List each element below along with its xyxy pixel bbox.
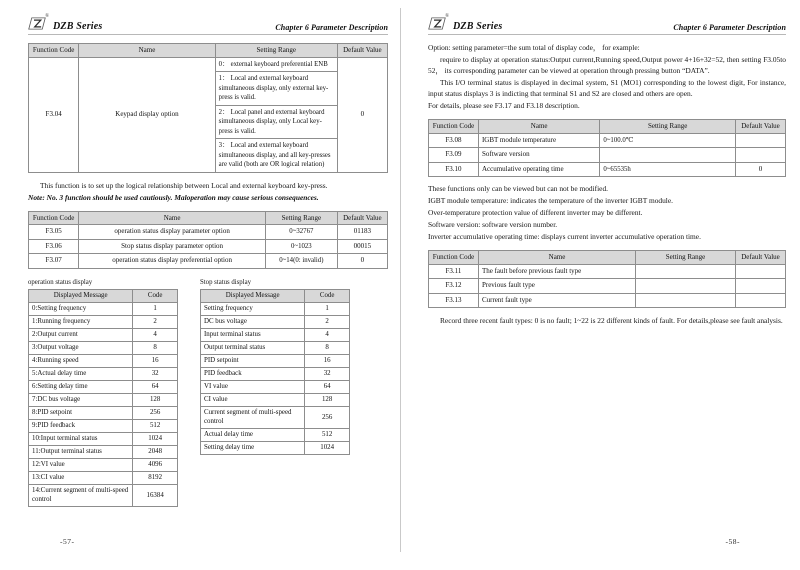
brand-block-right — [428, 14, 503, 32]
header-function-code: Function Code — [29, 44, 79, 58]
cell-name: Current fault type — [478, 293, 635, 308]
cell-code: 1024 — [305, 441, 350, 454]
header-code: Code — [305, 289, 350, 302]
cell-name: operation status display preferential option — [79, 254, 266, 269]
table-f305-block — [28, 211, 388, 269]
header-name: Name — [79, 211, 266, 225]
registered-mark: ® — [445, 14, 449, 19]
cell-message: 6:Setting delay time — [29, 380, 133, 393]
table-header-row — [429, 120, 786, 134]
cell-message: 13:CI value — [29, 471, 133, 484]
cell-message: Output terminal status — [201, 341, 305, 354]
table-row — [429, 133, 786, 148]
cell-setting-range: 0~65535h — [600, 162, 736, 177]
table-row — [429, 279, 786, 294]
table-row — [429, 148, 786, 163]
cell-message: 4:Running speed — [29, 354, 133, 367]
header-displayed-message: Displayed Message — [201, 289, 305, 302]
cell-code: 4096 — [133, 458, 178, 471]
cell-code: 4 — [133, 328, 178, 341]
cell-setting-range — [636, 279, 736, 294]
header-name: Name — [478, 251, 635, 265]
cell-code: 8192 — [133, 471, 178, 484]
cell-name: The fault before previous fault type — [478, 264, 635, 279]
intro-text-block — [428, 42, 786, 111]
cell-setting-range: 0~14(0: invalid) — [265, 254, 337, 269]
table-f308-block — [428, 119, 786, 177]
dzb-logo — [428, 14, 449, 32]
cell-message: 7:DC bus voltage — [29, 393, 133, 406]
stop-status-column — [200, 279, 350, 507]
cell-code: 2 — [305, 315, 350, 328]
cell-default-value — [736, 148, 786, 163]
table-f311-block — [428, 250, 786, 308]
logo-z-mark-icon — [28, 17, 46, 30]
dzb-logo — [28, 14, 49, 32]
cell-setting-range-option-0: 0： external keyboard preferential ENB — [215, 57, 337, 72]
cell-code: 16384 — [133, 484, 178, 506]
cell-message: 2:Output current — [29, 328, 133, 341]
table-row — [201, 441, 350, 454]
cell-default-value — [736, 264, 786, 279]
cell-message: 1:Running frequency — [29, 315, 133, 328]
page-58 — [400, 0, 800, 570]
cell-setting-range — [600, 148, 736, 163]
cell-function-code: F3.06 — [29, 239, 79, 254]
cell-code: 32 — [305, 367, 350, 380]
table-row — [29, 239, 388, 254]
cell-function-code: F3.13 — [429, 293, 479, 308]
operation-status-caption: operation status display — [28, 278, 93, 286]
cell-message: 5:Actual delay time — [29, 367, 133, 380]
page-number-right: -58- — [725, 537, 740, 546]
header-name: Name — [79, 44, 215, 58]
table-row — [29, 432, 178, 445]
cell-function-code: F3.10 — [429, 162, 479, 177]
header-function-code: Function Code — [29, 211, 79, 225]
operation-status-column — [28, 279, 178, 507]
note-line-4: Software version: software version number. — [428, 220, 558, 229]
table-row — [201, 302, 350, 315]
cell-code: 128 — [133, 393, 178, 406]
table-row — [201, 406, 350, 428]
table-row — [201, 428, 350, 441]
header-default-value: Default Value — [736, 120, 786, 134]
header-function-code: Function Code — [429, 251, 479, 265]
header-code: Code — [133, 289, 178, 302]
cell-name: Software version — [478, 148, 599, 163]
note-bold-warning: Note: No. 3 function should be used cautiously. Maloperation may cause serious consequences. — [28, 192, 319, 202]
table-row — [429, 293, 786, 308]
intro-line-4: For details, please see F3.17 and F3.18 description. — [428, 101, 580, 110]
brand-name-left: DZB Series — [53, 21, 103, 32]
cell-code: 128 — [305, 393, 350, 406]
table-row — [29, 315, 178, 328]
note-line-2: IGBT module temperature: indicates the temperature of the inverter IGBT module. — [428, 196, 673, 205]
cell-name: operation status display parameter option — [79, 225, 266, 240]
table-row — [29, 328, 178, 341]
header-name: Name — [478, 120, 599, 134]
intro-line-1: Option: setting parameter=the sum total of display code， for example: — [428, 43, 640, 52]
cell-default-value: 0 — [337, 254, 387, 269]
running-head-left — [28, 10, 388, 35]
table-f308 — [428, 119, 786, 177]
cell-setting-range — [636, 293, 736, 308]
table-row — [29, 393, 178, 406]
cell-default-value: 0 — [736, 162, 786, 177]
cell-setting-range-option-2: 2： Local panel and external keyboard simultaneous display, only Local key-press is valid. — [215, 105, 337, 139]
table-row — [29, 484, 178, 506]
table-row — [201, 393, 350, 406]
table-row — [29, 354, 178, 367]
running-head-right — [428, 10, 786, 35]
header-displayed-message: Displayed Message — [29, 289, 133, 302]
cell-setting-range: 0~32767 — [265, 225, 337, 240]
cell-message: Setting delay time — [201, 441, 305, 454]
table-row — [29, 380, 178, 393]
cell-message: 0:Setting frequency — [29, 302, 133, 315]
cell-name: Accumulative operating time — [478, 162, 599, 177]
cell-function-code: F3.12 — [429, 279, 479, 294]
table-stop-status — [200, 289, 350, 455]
note-block-f304 — [28, 180, 388, 203]
cell-name: Keypad display option — [79, 57, 215, 172]
cell-code: 8 — [133, 341, 178, 354]
closing-paragraph: Record three recent fault types: 0 is no fault; 1~22 is 22 different kinds of fault. For details,please see fault analysis. — [440, 316, 783, 325]
table-row — [201, 315, 350, 328]
cell-message: 12:VI value — [29, 458, 133, 471]
table-header-row — [29, 44, 388, 58]
note-line-1: These functions only can be viewed but can not be modified. — [428, 184, 608, 193]
cell-default-value — [736, 293, 786, 308]
cell-name: Previous fault type — [478, 279, 635, 294]
header-default-value: Default Value — [337, 44, 387, 58]
registered-mark: ® — [45, 14, 49, 19]
table-row — [429, 264, 786, 279]
cell-message: PID feedback — [201, 367, 305, 380]
cell-message: Setting frequency — [201, 302, 305, 315]
page-number-left: -57- — [60, 537, 75, 546]
cell-setting-range — [636, 264, 736, 279]
table-row — [29, 419, 178, 432]
status-display-tables — [28, 279, 388, 507]
cell-message: 10:Input terminal status — [29, 432, 133, 445]
cell-function-code: F3.05 — [29, 225, 79, 240]
note-paragraph: This function is to set up the logical relationship between Local and external keyboard key-press. — [40, 180, 328, 190]
notes-block — [428, 183, 786, 242]
cell-code: 512 — [305, 428, 350, 441]
cell-code: 256 — [133, 406, 178, 419]
cell-code: 8 — [305, 341, 350, 354]
cell-setting-range: 0~1023 — [265, 239, 337, 254]
closing-block — [428, 315, 786, 326]
cell-setting-range-option-3: 3： Local and external keyboard simultaneous display, and all key-presses are valid (both are OR logical relation) — [215, 139, 337, 173]
intro-line-3: This I/O terminal status is displayed in decimal system, S1 (MO1) corresponding to the lowest digit, For instance, input status displays 3 is indicting that terminal S1 and S2 are closed and others are open. — [428, 78, 786, 98]
cell-code: 2048 — [133, 445, 178, 458]
cell-code: 512 — [133, 419, 178, 432]
note-line-5: Inverter accumulative operating time: displays current inverter accumulative operation time. — [428, 232, 701, 241]
cell-code: 16 — [305, 354, 350, 367]
cell-name: Stop status display parameter option — [79, 239, 266, 254]
cell-code: 1024 — [133, 432, 178, 445]
cell-name: IGBT module temperature — [478, 133, 599, 148]
cell-default-value — [736, 133, 786, 148]
header-default-value: Default Value — [337, 211, 387, 225]
cell-default-value: 01183 — [337, 225, 387, 240]
table-header-row — [429, 251, 786, 265]
header-setting-range: Setting Range — [636, 251, 736, 265]
table-f305 — [28, 211, 388, 269]
table-header-row — [29, 289, 178, 302]
brand-name-right: DZB Series — [453, 21, 503, 32]
cell-message: Current segment of multi-speed control — [201, 406, 305, 428]
table-f304-block — [28, 43, 388, 173]
header-function-code: Function Code — [429, 120, 479, 134]
cell-default-value: 00015 — [337, 239, 387, 254]
table-header-row — [201, 289, 350, 302]
cell-code: 64 — [133, 380, 178, 393]
table-operation-status — [28, 289, 178, 507]
cell-code: 4 — [305, 328, 350, 341]
header-default-value: Default Value — [736, 251, 786, 265]
table-row — [29, 225, 388, 240]
cell-message: VI value — [201, 380, 305, 393]
cell-code: 1 — [305, 302, 350, 315]
cell-code: 256 — [305, 406, 350, 428]
table-row — [201, 328, 350, 341]
cell-message: 8:PID setpoint — [29, 406, 133, 419]
table-row — [29, 406, 178, 419]
logo-z-mark-icon — [428, 17, 446, 30]
cell-default-value — [736, 279, 786, 294]
table-row — [201, 367, 350, 380]
cell-message: DC bus voltage — [201, 315, 305, 328]
cell-default-value: 0 — [337, 57, 387, 172]
cell-code: 16 — [133, 354, 178, 367]
cell-message: 9:PID feedback — [29, 419, 133, 432]
table-row — [29, 471, 178, 484]
cell-function-code: F3.09 — [429, 148, 479, 163]
cell-code: 64 — [305, 380, 350, 393]
cell-setting-range-option-1: 1： Local and external keyboard simultaneous display, only external key-press is valid. — [215, 72, 337, 106]
chapter-label-left: Chapter 6 Parameter Description — [275, 23, 388, 32]
cell-message: CI value — [201, 393, 305, 406]
table-row — [29, 57, 388, 72]
table-row — [429, 162, 786, 177]
cell-message: 14:Current segment of multi-speed control — [29, 484, 133, 506]
cell-message: Actual delay time — [201, 428, 305, 441]
intro-line-2: require to display at operation status:Output current,Running speed,Output power 4+16+32=52, then setting F3.05to 52， its corresponding parameter can be viewed at operation through pressing button “DATA”. — [428, 55, 786, 75]
brand-block-left — [28, 14, 103, 32]
table-row — [29, 302, 178, 315]
cell-code: 2 — [133, 315, 178, 328]
cell-setting-range: 0~100.0℃ — [600, 133, 736, 148]
table-row — [29, 367, 178, 380]
table-row — [29, 458, 178, 471]
chapter-label-right: Chapter 6 Parameter Description — [673, 23, 786, 32]
table-row — [201, 341, 350, 354]
cell-message: Input terminal status — [201, 328, 305, 341]
table-row — [29, 254, 388, 269]
cell-function-code: F3.04 — [29, 57, 79, 172]
table-row — [29, 341, 178, 354]
cell-message: PID setpoint — [201, 354, 305, 367]
cell-function-code: F3.08 — [429, 133, 479, 148]
cell-code: 1 — [133, 302, 178, 315]
cell-code: 32 — [133, 367, 178, 380]
table-row — [201, 354, 350, 367]
cell-message: 3:Output voltage — [29, 341, 133, 354]
cell-function-code: F3.11 — [429, 264, 479, 279]
table-row — [201, 380, 350, 393]
header-setting-range: Setting Range — [600, 120, 736, 134]
stop-status-caption: Stop status display — [200, 278, 251, 286]
cell-message: 11:Output terminal status — [29, 445, 133, 458]
header-setting-range: Setting Range — [265, 211, 337, 225]
cell-function-code: F3.07 — [29, 254, 79, 269]
table-header-row — [29, 211, 388, 225]
table-f311 — [428, 250, 786, 308]
table-f304 — [28, 43, 388, 173]
header-setting-range: Setting Range — [215, 44, 337, 58]
table-row — [29, 445, 178, 458]
note-line-3: Over-temperature protection value of different inverter may be different. — [428, 208, 643, 217]
